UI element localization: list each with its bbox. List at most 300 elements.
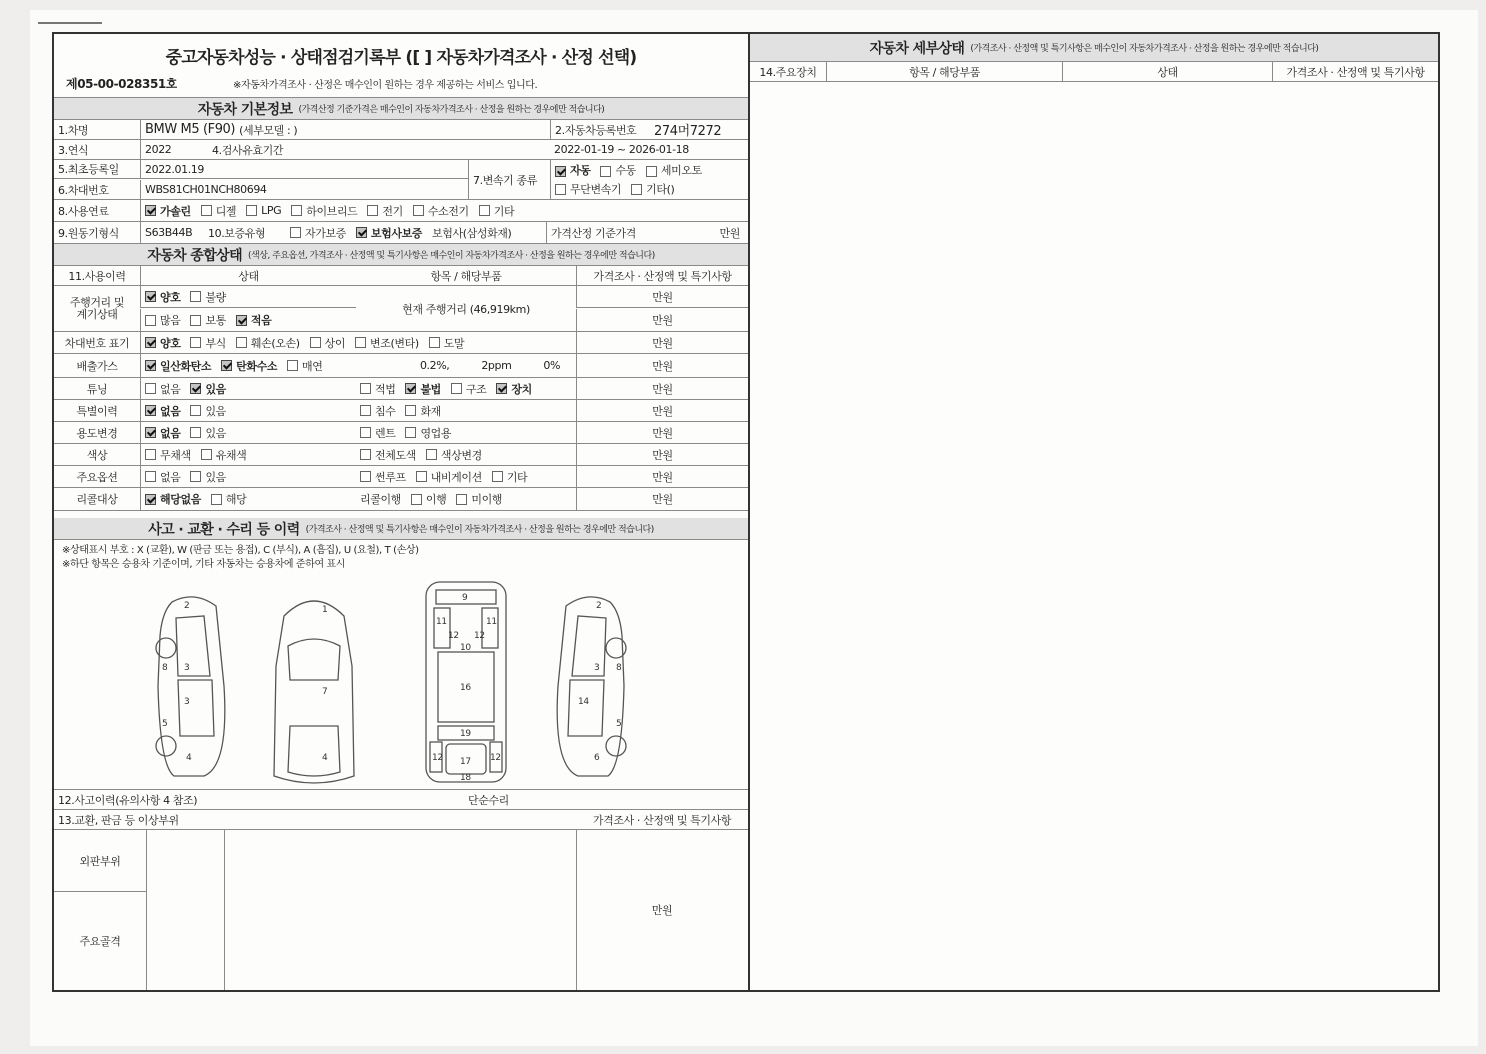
checkbox-icon[interactable] [145, 427, 156, 438]
detail-note: (가격조사 · 산정액 및 특기사항은 매수인이 자동차가격조사 · 산정을 원하는 경우에만 적습니다) [970, 44, 1319, 54]
row-accident-history [54, 790, 748, 810]
diag-top-9: 12 [432, 753, 443, 763]
emission-status [140, 354, 400, 377]
simple-repair-label: 단순수리 [468, 793, 509, 807]
special-history-option[interactable] [145, 403, 180, 419]
recall-option-label: 해당없음 [160, 493, 201, 506]
mileage-amount-option[interactable] [145, 312, 180, 328]
vin-mark-option-label: 양호 [160, 336, 181, 350]
year-value: 2022 [140, 140, 208, 159]
vin-mark-option[interactable] [236, 335, 300, 351]
recall-status [140, 488, 356, 510]
transmission-option[interactable] [631, 182, 674, 198]
tuning-items-option-label: 구조 [465, 382, 487, 396]
tuning-option[interactable] [145, 381, 180, 397]
vin-mark-option[interactable] [355, 335, 419, 351]
checkbox-icon[interactable] [451, 383, 462, 394]
fuel-option[interactable] [367, 203, 402, 219]
year-label: 3.연식 [58, 143, 89, 157]
transmission-option[interactable] [600, 163, 635, 179]
transmission-option[interactable] [646, 163, 702, 179]
row-exchange-header [54, 810, 748, 830]
usage-history-label: 11.사용이력 [68, 269, 126, 283]
mileage-amount-option-label: 많음 [160, 314, 181, 327]
diagram-area [54, 540, 748, 790]
period-value: 2022-01-19 ~ 2026-01-18 [554, 143, 689, 156]
checkbox-icon[interactable] [290, 227, 301, 238]
checkbox-icon[interactable] [360, 427, 371, 438]
diag-left-2: 8 [162, 663, 168, 673]
warranty-option-label: 자가보증 [305, 226, 346, 240]
special-history-label: 특별이력 [76, 404, 118, 418]
color-items-option-label: 전체도색 [375, 448, 416, 462]
price-col-label: 가격조사 · 산정액 및 특기사항 [576, 266, 748, 285]
emission-option[interactable] [221, 358, 277, 374]
main-options-items-option[interactable] [492, 469, 527, 485]
price-unit: 만원 [576, 444, 748, 465]
usage-change-label: 용도변경 [76, 426, 118, 440]
car-left-side-view [156, 597, 225, 776]
exchange-label: 13.교환, 판금 등 이상부위 [58, 813, 179, 827]
fuel-option-label: 기타 [493, 204, 515, 218]
checkbox-icon[interactable] [201, 449, 212, 460]
diag-right-3: 3 [594, 663, 600, 673]
tuning-option-label: 없음 [160, 382, 181, 396]
checkbox-icon[interactable] [145, 360, 156, 371]
main-options-items-option-label: 내비게이션 [430, 470, 482, 484]
recall-label: 리콜대상 [76, 493, 118, 506]
color-option[interactable] [145, 447, 191, 463]
tuning-items-option-label: 적법 [375, 382, 396, 396]
row-emission [54, 354, 748, 378]
checkbox-icon[interactable] [310, 337, 321, 348]
base-price-label: 가격산정 기준가격 [546, 222, 656, 243]
warranty-option-label: 보험사보증 [370, 226, 423, 240]
checkbox-icon[interactable] [411, 494, 422, 505]
engine-label: 9.원동기형식 [58, 226, 119, 240]
tuning-items-option-label: 장치 [511, 382, 532, 396]
car-front-view [274, 601, 354, 783]
main-options [54, 466, 748, 488]
color-items-option[interactable] [426, 447, 482, 463]
color-option-label: 무채색 [160, 448, 191, 462]
tuning-items-option-label: 불법 [420, 382, 441, 396]
emission-label: 배출가스 [76, 359, 118, 373]
checkbox-icon[interactable] [631, 184, 642, 195]
checkbox-icon[interactable] [211, 494, 222, 505]
checkbox-icon[interactable] [145, 205, 156, 216]
submodel-value: (세부모델 : ) [239, 123, 298, 137]
tuning [54, 378, 748, 400]
main-options-label: 주요옵션 [76, 470, 118, 484]
warranty-option[interactable] [290, 225, 346, 241]
color-items-option-label: 색상변경 [440, 448, 482, 462]
usage-change [54, 422, 748, 444]
main-options-option[interactable] [190, 469, 225, 485]
diag-top-3: 11 [486, 617, 497, 627]
color-items [356, 444, 576, 465]
vin-value: WBS81CH01NCH80694 [140, 180, 468, 199]
checkbox-icon[interactable] [600, 166, 611, 177]
main-options-option-label: 있음 [205, 470, 226, 484]
special-history-items-option-label: 침수 [375, 404, 396, 418]
legend-symbols: ※상태표시 부호 : X (교환), W (판금 또는 용접), C (부식), A (흠집), U (요철), T (손상) [62, 545, 419, 556]
diag-top-1: 9 [462, 593, 468, 603]
items-col-label: 항목 / 해당부품 [430, 269, 502, 283]
emission-value: 0% [543, 359, 560, 372]
diag-top-6: 10 [460, 643, 471, 653]
mileage-status [140, 286, 356, 308]
emission-value: 2ppm [481, 359, 512, 372]
fuel-option[interactable] [201, 203, 236, 219]
diag-top-8: 19 [460, 729, 471, 739]
checkbox-icon[interactable] [201, 205, 212, 216]
recall-items-option[interactable] [411, 491, 446, 507]
vin-mark-option-label: 상이 [324, 336, 346, 350]
checkbox-icon[interactable] [246, 205, 257, 216]
checkbox-icon[interactable] [236, 337, 247, 348]
checkbox-icon[interactable] [405, 427, 416, 438]
diag-top-7: 16 [460, 683, 471, 693]
mileage-amount-option[interactable] [236, 312, 271, 328]
checkbox-icon[interactable] [291, 205, 302, 216]
accident-options [226, 790, 426, 809]
vin-mark-status [140, 332, 576, 353]
exchange-table [54, 830, 748, 990]
fuel-option[interactable] [246, 204, 281, 217]
checkbox-icon[interactable] [360, 383, 371, 394]
tuning-status [140, 378, 356, 399]
special-history-items-option[interactable] [360, 403, 395, 419]
special-history-status [140, 400, 356, 421]
document-number: 제05-00-028351호 [66, 77, 178, 91]
special-history-option[interactable] [190, 403, 225, 419]
detail-title: 자동차 세부상태 [869, 40, 965, 57]
usage-change-option-label: 없음 [160, 426, 181, 440]
tuning-option-label: 있음 [205, 382, 226, 396]
main-options-option[interactable] [145, 469, 180, 485]
summary-note: (색상, 주요옵션, 가격조사 · 산정액 및 특기사항은 매수인이 자동차가격조사 · 산정을 원하는 경우에만 적습니다) [248, 251, 655, 261]
outer-parts-label: 외판부위 [54, 830, 146, 892]
mileage-option[interactable] [190, 289, 225, 305]
checkbox-icon[interactable] [190, 405, 201, 416]
tuning-items-option[interactable] [360, 381, 395, 397]
model-value: BMW M5 (F90) [145, 122, 236, 137]
reg-number-label: 2.자동차등록번호 [550, 120, 650, 139]
mileage-option-label: 양호 [160, 290, 181, 304]
car-diagram [54, 576, 748, 790]
tuning-items-option[interactable] [451, 381, 486, 397]
exchange-price-note: 가격조사 · 산정액 및 특기사항 [592, 813, 732, 827]
color-status [140, 444, 356, 465]
price-unit: 만원 [576, 422, 748, 443]
mileage-option[interactable] [145, 289, 180, 305]
mileage-amount [140, 309, 356, 331]
left-panel [54, 34, 748, 990]
tuning-option[interactable] [190, 381, 225, 397]
summary-header [54, 244, 748, 266]
checkbox-icon[interactable] [145, 315, 156, 326]
recall-items-option-label: 미이행 [471, 493, 503, 506]
main-options-items [356, 466, 576, 487]
color-items-option[interactable] [360, 447, 416, 463]
base-price-unit: 만원 [719, 226, 740, 240]
detail-status-label: 상태 [1062, 62, 1272, 81]
usage-change-status [140, 422, 356, 443]
main-options-items-option[interactable] [360, 469, 406, 485]
fuel-label: 8.사용연료 [58, 204, 109, 218]
fuel-option[interactable] [291, 203, 357, 219]
checkbox-icon[interactable] [145, 449, 156, 460]
detail-header [750, 34, 1438, 62]
engine-value: S63B44B [140, 222, 202, 243]
warranty-options [286, 222, 546, 243]
mileage-amount-option[interactable] [190, 312, 225, 328]
checkbox-icon[interactable] [221, 360, 232, 371]
detail-price-label: 가격조사 · 산정액 및 특기사항 [1272, 62, 1438, 81]
checkbox-icon[interactable] [145, 405, 156, 416]
row-mileage [54, 286, 748, 332]
frame-parts-label: 주요골격 [79, 935, 121, 948]
recall-mid: 리콜이행 [360, 493, 401, 506]
warranty-label: 10.보증유형 [208, 226, 266, 240]
transmission-option-label: 기타() [646, 182, 675, 196]
tuning-items-option[interactable] [496, 381, 531, 397]
checkbox-icon[interactable] [190, 471, 201, 482]
usage-change-items-option[interactable] [405, 425, 451, 441]
main-options-status [140, 466, 356, 487]
checkbox-icon[interactable] [145, 494, 156, 505]
main-options-items-option[interactable] [416, 469, 482, 485]
transmission-option[interactable] [555, 163, 590, 179]
status-col-label: 상태 [140, 266, 356, 285]
checkbox-icon[interactable] [416, 471, 427, 482]
diag-left-6: 4 [186, 753, 192, 763]
checkbox-icon[interactable] [360, 449, 371, 460]
corner-mark [38, 22, 102, 24]
mileage-label: 주행거리 및 계기상태 [69, 295, 125, 321]
special-history-option-label: 없음 [160, 404, 181, 418]
fuel-option-label: 디젤 [215, 204, 237, 218]
diag-right-5: 5 [616, 719, 622, 729]
checkbox-icon[interactable] [555, 166, 566, 177]
tuning-label: 튜닝 [86, 382, 108, 396]
vin-mark-option[interactable] [310, 335, 345, 351]
basic-info-title: 자동차 기본정보 [197, 101, 293, 118]
checkbox-icon[interactable] [479, 205, 490, 216]
row-firstreg-vin [54, 160, 748, 200]
emission-option-label: 일산화탄소 [160, 359, 212, 373]
transmission-label: 7.변속기 종류 [468, 160, 550, 199]
vin-mark-option-label: 도말 [443, 336, 465, 350]
recall-items [356, 488, 576, 510]
row-fuel [54, 200, 748, 222]
fuel-option-label: 가솔린 [160, 204, 191, 218]
diag-right-2: 8 [616, 663, 622, 673]
checkbox-icon[interactable] [367, 205, 378, 216]
mileage-option-label: 불량 [205, 290, 226, 304]
inspection-form [52, 32, 1440, 992]
usage-change-items-option-label: 렌트 [375, 426, 396, 440]
vin-label: 6.차대번호 [58, 183, 109, 197]
transmission-option-label: 무단변속기 [570, 182, 622, 196]
emission-values [400, 354, 576, 377]
detail-items-label: 항목 / 해당부품 [826, 62, 1062, 81]
color [54, 444, 748, 466]
checkbox-icon[interactable] [145, 337, 156, 348]
checkbox-icon[interactable] [190, 315, 201, 326]
diag-top-4: 12 [448, 631, 459, 641]
diag-top-10: 17 [460, 757, 471, 767]
first-reg-value: 2022.01.19 [140, 160, 468, 179]
checkbox-icon[interactable] [360, 471, 371, 482]
vin-mark-option[interactable] [145, 335, 180, 351]
reg-number-value: 274머7272 [654, 124, 722, 139]
price-unit: 만원 [576, 466, 748, 487]
usage-change-items [356, 422, 576, 443]
recall-option[interactable] [145, 491, 201, 507]
checkbox-icon[interactable] [356, 227, 367, 238]
model-label: 1.차명 [58, 123, 89, 137]
price-unit: 만원 [576, 378, 748, 399]
checkbox-icon[interactable] [496, 383, 507, 394]
emission-option-label: 탄화수소 [236, 359, 278, 373]
checkbox-icon[interactable] [426, 449, 437, 460]
checkbox-icon[interactable] [145, 471, 156, 482]
diag-front-1: 1 [322, 605, 328, 615]
checkbox-icon[interactable] [405, 405, 416, 416]
special-history-option-label: 있음 [205, 404, 226, 418]
vin-mark-option[interactable] [190, 335, 225, 351]
period-label: 4.검사유효기간 [212, 143, 284, 157]
transmission-options [550, 160, 748, 199]
accident-label: 12.사고이력(유의사항 4 참조) [58, 793, 198, 807]
diag-front-2: 7 [322, 687, 328, 697]
recall-items-option[interactable] [456, 491, 502, 507]
usage-change-option[interactable] [190, 425, 225, 441]
price-unit: 만원 [576, 488, 748, 510]
usage-change-items-option-label: 영업용 [420, 426, 452, 440]
fuel-options [140, 200, 748, 221]
service-notice: ※자동차가격조사 · 산정은 매수인이 원하는 경우 제공하는 서비스 입니다. [233, 80, 538, 91]
vin-mark-option[interactable] [429, 335, 464, 351]
basic-info-note: (가격산정 기준가격은 매수인이 자동차가격조사 · 산정을 원하는 경우에만 적습니다) [298, 105, 605, 115]
summary-col-header [54, 266, 748, 286]
checkbox-icon[interactable] [190, 337, 201, 348]
accident-header [54, 518, 748, 540]
diag-front-3: 4 [322, 753, 328, 763]
right-panel [748, 34, 1438, 990]
main-device-label: 14.주요장치 [759, 65, 817, 79]
mileage-amount-option-label: 적음 [250, 314, 272, 327]
checkbox-icon[interactable] [429, 337, 440, 348]
diag-left-5: 5 [162, 719, 168, 729]
row-model [54, 120, 748, 140]
emission-option-label: 매연 [302, 359, 323, 373]
checkbox-icon[interactable] [236, 315, 247, 326]
fuel-option[interactable] [479, 203, 514, 219]
checkbox-icon[interactable] [456, 494, 467, 505]
fuel-option[interactable] [413, 203, 469, 219]
legend-note: ※하단 항목은 승용차 기준이며, 기타 자동차는 승용차에 준하여 표시 [62, 559, 346, 570]
checkbox-icon[interactable] [555, 184, 566, 195]
warranty-option[interactable] [356, 225, 422, 241]
price-unit: 만원 [576, 309, 748, 331]
checkbox-icon[interactable] [145, 291, 156, 302]
recall-items-option-label: 이행 [425, 493, 447, 506]
accident-title: 사고 · 교환 · 수리 등 이력 [148, 521, 300, 538]
recall-option-label: 해당 [225, 493, 247, 506]
checkbox-icon[interactable] [413, 205, 424, 216]
vin-mark-option-label: 훼손(오손) [250, 336, 300, 350]
price-unit: 만원 [576, 286, 748, 308]
transmission-option[interactable] [555, 182, 621, 198]
usage-change-items-option[interactable] [360, 425, 395, 441]
fuel-option[interactable] [145, 203, 191, 219]
color-option[interactable] [201, 447, 247, 463]
basic-info-header [54, 98, 748, 120]
checkbox-icon[interactable] [646, 166, 657, 177]
diag-left-4: 3 [184, 697, 190, 707]
warranty-company: 보험사(삼성화재) [432, 226, 512, 240]
exchange-price-unit: 만원 [651, 904, 673, 917]
special-history-items-option[interactable] [405, 403, 440, 419]
color-label: 색상 [86, 448, 108, 462]
vin-mark-option-label: 변조(변타) [370, 336, 419, 350]
tuning-items-option[interactable] [405, 381, 440, 397]
special-history-items-option-label: 화재 [420, 404, 441, 418]
diag-left-3: 3 [184, 663, 190, 673]
checkbox-icon[interactable] [287, 360, 298, 371]
title-block [54, 34, 748, 98]
main-options-items-option-label: 썬루프 [375, 470, 406, 484]
emission-option[interactable] [145, 358, 211, 374]
mileage-reading: 현재 주행거리 (46,919km) [402, 302, 530, 316]
checkbox-icon[interactable] [190, 291, 201, 302]
diag-top-5: 12 [474, 631, 485, 641]
detail-col-header [750, 62, 1438, 82]
diag-right-1: 2 [596, 601, 602, 611]
diag-top-12: 18 [460, 773, 471, 783]
transmission-option-label: 세미오토 [660, 164, 702, 177]
usage-change-option[interactable] [145, 425, 180, 441]
main-options-option-label: 없음 [160, 470, 181, 484]
checkbox-icon[interactable] [360, 405, 371, 416]
accident-note: (가격조사 · 산정액 및 특기사항은 매수인이 자동차가격조사 · 산정을 원하는 경우에만 적습니다) [305, 525, 654, 535]
price-unit: 만원 [576, 332, 748, 353]
checkbox-icon[interactable] [405, 383, 416, 394]
vin-mark-label: 차대번호 표기 [64, 336, 130, 350]
transmission-option-label: 자동 [570, 164, 591, 177]
checkbox-icon[interactable] [190, 427, 201, 438]
checkbox-icon[interactable] [190, 383, 201, 394]
diag-right-6: 6 [594, 753, 600, 763]
recall-option[interactable] [211, 491, 246, 507]
emission-option[interactable] [287, 358, 322, 374]
summary-title: 자동차 종합상태 [147, 247, 243, 264]
price-unit: 만원 [576, 354, 748, 377]
car-right-side-view [557, 597, 626, 776]
checkbox-icon[interactable] [492, 471, 503, 482]
usage-change-option-label: 있음 [205, 426, 226, 440]
row-engine [54, 222, 748, 244]
checkbox-icon[interactable] [145, 383, 156, 394]
diag-left-1: 2 [184, 601, 190, 611]
fuel-option-label: LPG [261, 204, 282, 217]
checkbox-icon[interactable] [355, 337, 366, 348]
row-year [54, 140, 748, 160]
tuning-items [356, 378, 576, 399]
